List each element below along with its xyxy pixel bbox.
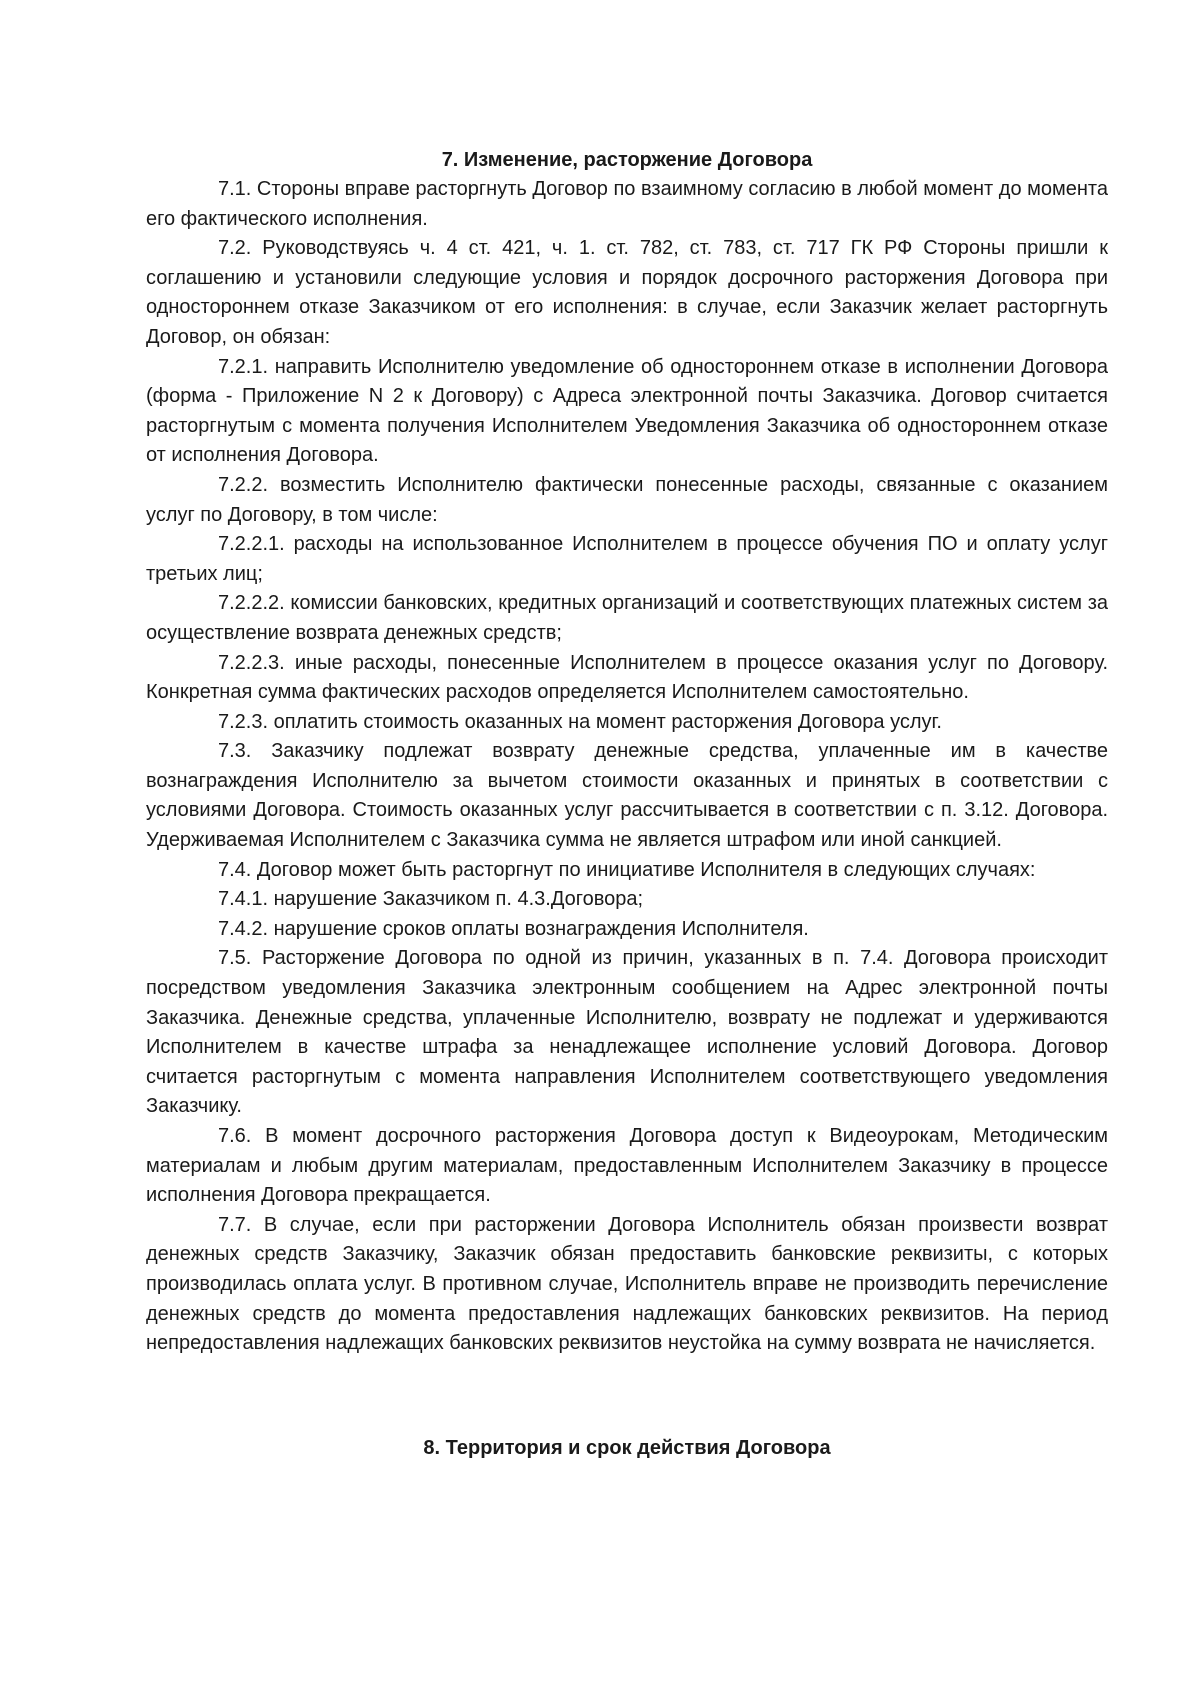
clause-7-2-2-2: 7.2.2.2. комиссии банковских, кредитных организаций и соответствующих платежных систем за осуществление возврата денежных средств; <box>146 592 1108 644</box>
clause-7-4-2: 7.4.2. нарушение сроков оплаты вознаграждения Исполнителя. <box>218 917 809 940</box>
section-7-heading: 7. Изменение, расторжение Договора <box>441 149 813 171</box>
clause-7-7: 7.7. В случае, если при расторжении Договора Исполнитель обязан произвести возврат денежных средств Заказчику, Заказчик обязан предоставить банковские реквизиты, с которых производилась оплата услуг. В противном случае, Исполнитель вправе не производить перечисление денежных средств до момента предоставления надлежащих банковских реквизитов. На период непредоставления надлежащих банковских реквизитов неустойка на сумму возврата не начисляется. <box>146 1213 1108 1355</box>
section-8-heading: 8. Территория и срок действия Договора <box>423 1436 831 1459</box>
clause-7-2-2-3: 7.2.2.3. иные расходы, понесенные Исполнителем в процессе оказания услуг по Договору. Конкретная сумма фактических расходов определяется Исполнителем самостоятельно. <box>146 651 1108 704</box>
clause-7-2-2: 7.2.2. возместить Исполнителю фактически понесенные расходы, связанные с оказанием услуг по Договору, в том числе: <box>146 473 1108 526</box>
clause-7-2: 7.2. Руководствуясь ч. 4 ст. 421, ч. 1. ст. 782, ст. 783, ст. 717 ГК РФ Стороны пришли к соглашению и установили следующие условия и порядок досрочного расторжения Договора при одностороннем отказе Заказчиком от его исполнения: в случае, если Заказчик желает расторгнуть Договор, он обязан: <box>146 237 1108 348</box>
clause-7-2-1: 7.2.1. направить Исполнителю уведомление об одностороннем отказе в исполнении Договора (форма - Приложение N 2 к Договору) с Адреса электронной почты Заказчика. Договор считается расторгнутым с момента получения Исполнителем Уведомления Заказчика об одностороннем отказе от исполнения Договора. <box>146 355 1108 467</box>
clause-7-5: 7.5. Расторжение Договора по одной из причин, указанных в п. 7.4. Договора происходит посредством уведомления Заказчика электронным сообщением на Адрес электронной почты Заказчика. Денежные средства, уплаченные Исполнителю, возврату не подлежат и удерживаются Исполнителем в качестве штрафа за ненадлежащее исполнение условий Договора. Договор считается расторгнутым с момента направления Исполнителем соответствующего уведомления Заказчику. <box>146 947 1108 1118</box>
clause-7-4: 7.4. Договор может быть расторгнут по инициативе Исполнителя в следующих случаях: <box>218 858 1036 881</box>
clause-7-1: 7.1. Стороны вправе расторгнуть Договор по взаимному согласию в любой момент до момента его фактического исполнения. <box>146 178 1108 230</box>
clause-7-4-1: 7.4.1. нарушение Заказчиком п. 4.3.Договора; <box>218 888 644 911</box>
clause-7-3: 7.3. Заказчику подлежат возврату денежные средства, уплаченные им в качестве вознаграждения Исполнителю за вычетом стоимости оказанных и принятых в соответствии с условиями Договора. Стоимость оказанных услуг рассчитывается в соответствии с п. 3.12. Договора. Удерживаемая Исполнителем с Заказчика сумма не является штрафом или иной санкцией. <box>146 740 1108 852</box>
document-page <box>146 145 1108 1463</box>
clause-7-2-2-1: 7.2.2.1. расходы на использованное Исполнителем в процессе обучения ПО и оплату услуг третьих лиц; <box>146 533 1108 585</box>
clause-7-2-3: 7.2.3. оплатить стоимость оказанных на момент расторжения Договора услуг. <box>218 710 942 733</box>
clause-7-6: 7.6. В момент досрочного расторжения Договора доступ к Видеоурокам, Методическим материалам и любым другим материалам, предоставленным Исполнителем Заказчику в процессе исполнения Договора прекращается. <box>146 1125 1108 1207</box>
